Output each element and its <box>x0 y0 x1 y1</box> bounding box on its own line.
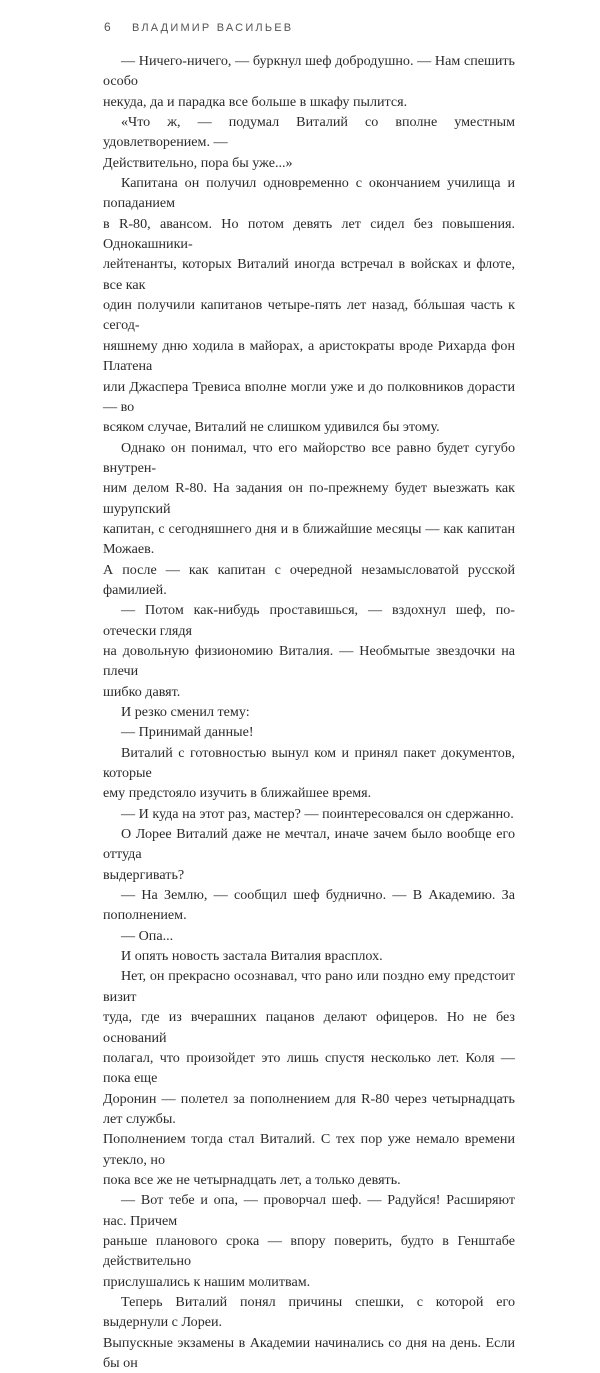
paragraph: И опять новость застала Виталия врасплох. <box>121 948 383 965</box>
page-number: 6 <box>104 20 111 34</box>
paragraph: Теперь Виталий понял причины спешки, с которой его выдернули с Лореи. Выпускные экзамены в Академии начинались со дня на день. Если бы он <box>103 1293 515 1371</box>
paragraph: Виталий с готовностью вынул ком и принял пакет документов, которые ему предстояло изучить в ближайшее время. <box>103 744 515 802</box>
paragraph: «Что ж, — подумал Виталий со вполне уместным удовлетворением. — Действительно, пора бы уже...» <box>103 114 515 171</box>
paragraph: — На Землю, — сообщил шеф буднично. — В Академию. За пополнением. <box>103 887 515 924</box>
paragraph: Капитана он получил одновременно с окончанием училища и попаданием в R-80, авансом. Но потом девять лет сидел без повышения. Однокашники- лейтенанты, которых Виталий иногда встречал в войсках и флоте, все как один получили капитанов четыре-пять лет назад, бóльшая часть к сегод- няшнему дню ходила в майорах, а аристократы вроде Рихарда фон Платена или Джаспера Тревиса вполне могли уже и до полковников дорасти — во всяком случае, Виталий не слишком удивился бы этому. <box>103 175 515 436</box>
paragraph: Однако он понимал, что его майорство все равно будет сугубо внутрен- ним делом R-80. На задания он по-прежнему будет выезжать как шурупский капитан, с сегодняшнего дня и в ближайшие месяцы — как капитан Можаев. А после — как капитан с очередной незамысловатой русской фамилией. <box>103 439 515 598</box>
paragraph: Нет, он прекрасно осознавал, что рано или поздно ему предстоит визит туда, где из вчерашних пацанов делают офицеров. Но не без оснований полагал, что произойдет это лишь спустя несколько лет. Коля — пока еще Доронин — полетел за пополнением для R-80 через четырнадцать лет службы. Пополнением тогда стал Виталий. С тех пор уже немало времени утекло, но пока все же не четырнадцать лет, а только девять. <box>103 968 515 1188</box>
paragraph: О Лорее Виталий даже не мечтал, иначе зачем было вообще его оттуда выдергивать? <box>103 826 515 883</box>
paragraph: — Принимай данные! <box>121 724 254 741</box>
author-name: ВЛАДИМИР ВАСИЛЬЕВ <box>131 22 294 34</box>
paragraph: — И куда на этот раз, мастер? — поинтересовался он сдержанно. <box>121 805 514 822</box>
running-header <box>104 20 293 34</box>
body-text <box>103 51 515 1373</box>
paragraph: — Потом как-нибудь проставишься, — вздохнул шеф, по-отечески глядя на довольную физиономию Виталия. — Необмытые звездочки на плечи шибко давят. <box>103 602 515 700</box>
paragraph: И резко сменил тему: <box>121 704 250 720</box>
paragraph: — Вот тебе и опа, — проворчал шеф. — Радуйся! Расширяют нас. Причем раньше планового срока — впору поверить, будто в Генштабе действительно прислушались к нашим молитвам. <box>103 1192 515 1290</box>
paragraph: — Опа... <box>121 927 174 944</box>
paragraph: — Ничего-ничего, — буркнул шеф добродушно. — Нам спешить особо некуда, да и парадка все больше в шкафу пылится. <box>103 53 515 110</box>
